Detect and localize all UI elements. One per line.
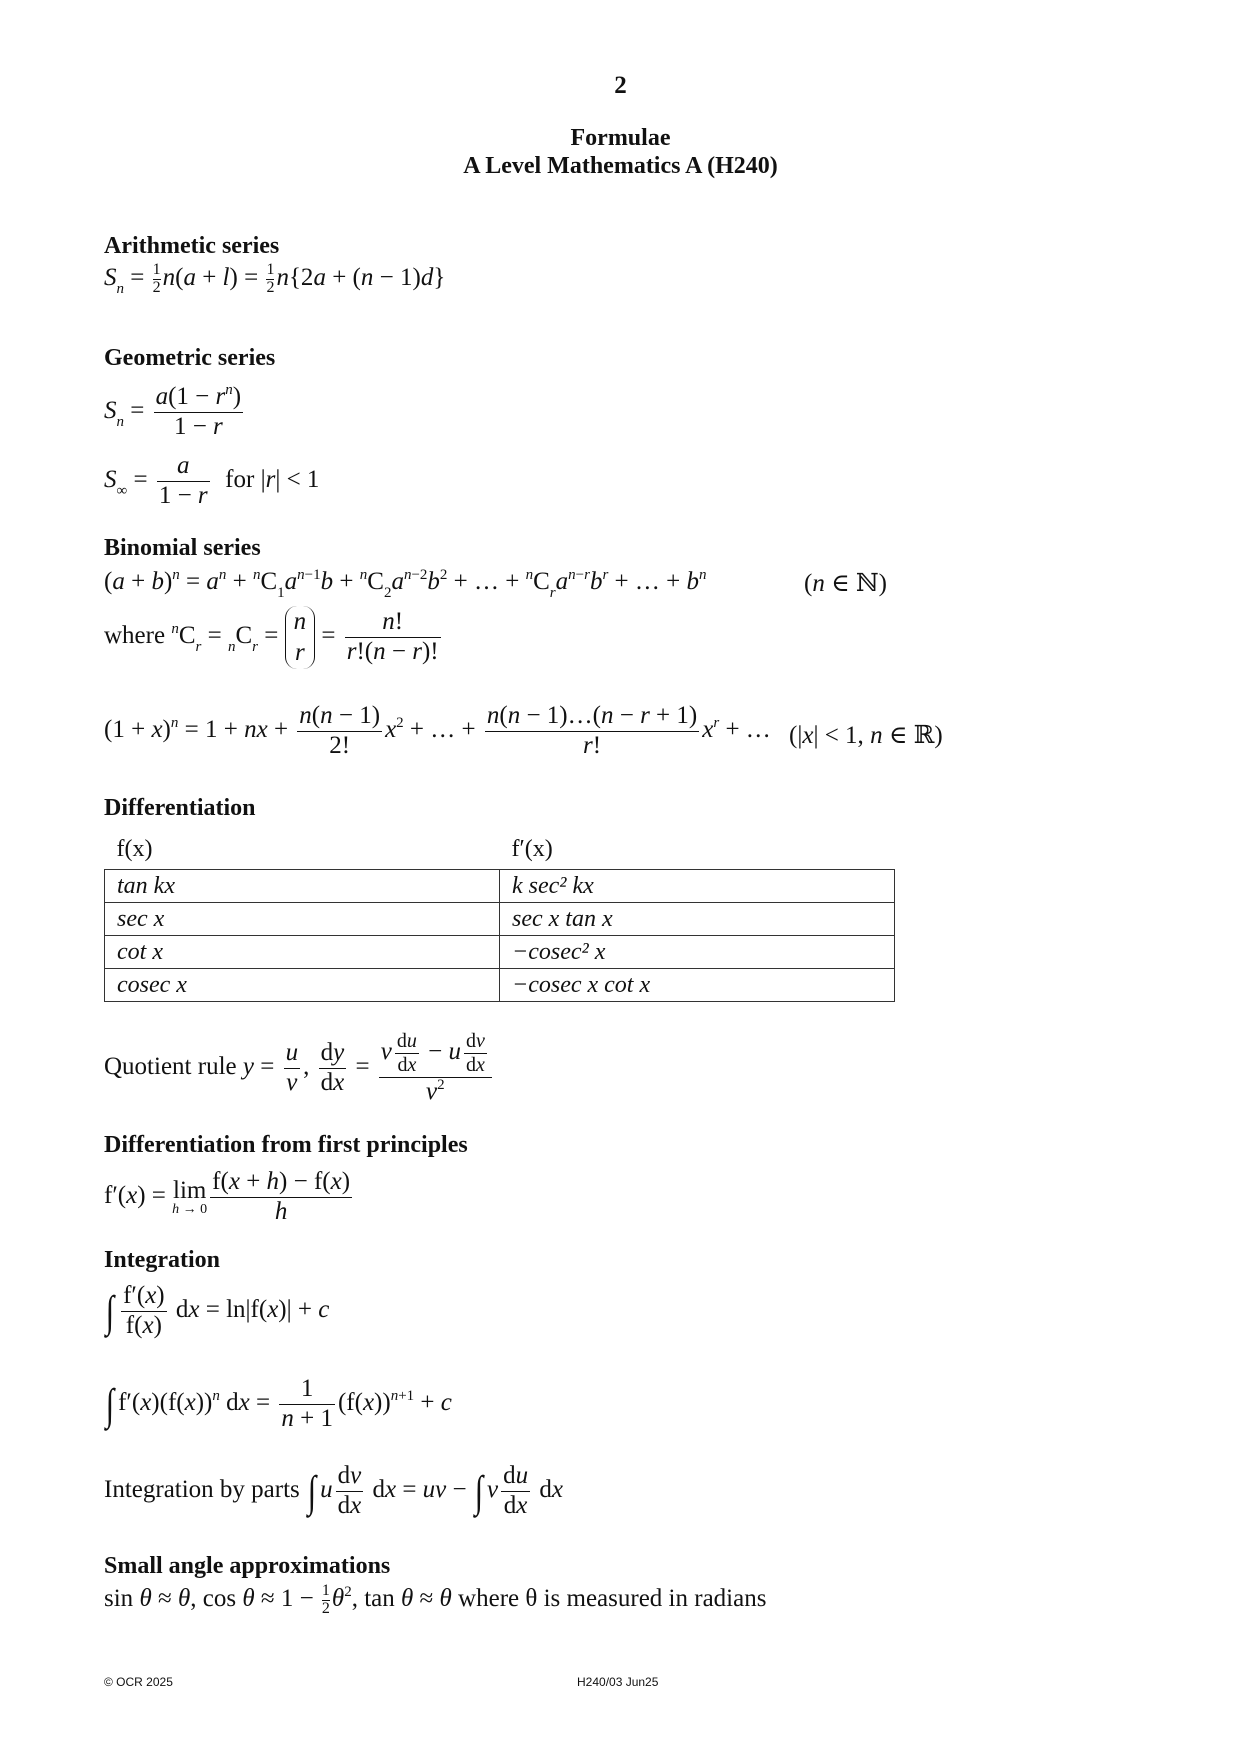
quotient-rule-label: Quotient rule — [104, 1053, 237, 1081]
table-row — [105, 969, 895, 1002]
small-angle-tail: where θ is measured in radians — [458, 1585, 767, 1613]
log-integral: ∫ $\frac{f'(x)}{f(x)}$ dx = ln|f(x)| + c — [105, 1282, 330, 1339]
table-row — [105, 936, 895, 969]
table-cell: −cosec² x — [500, 936, 895, 969]
binomial-heading: Binomial series — [104, 535, 261, 561]
table-cell: k sec² kx — [500, 870, 895, 903]
binomial-coefficient: where $^nC_r = _nC_r$ = n r = $\frac{n!}{r!(n - r)!}$ — [104, 606, 444, 669]
footer-copyright: © OCR 2025 — [104, 1675, 173, 1689]
binomial-expansion: $(a + b)^n = a^n + ^nC_1a^{n-1}b + ^nC_2a^{n-2}b^2$ + … + $^nC_ra^{n-r}b^r$ + … + $b^n$ (n ∈ ℕ) — [104, 567, 888, 601]
for-text: for — [225, 465, 255, 493]
table-row — [105, 903, 895, 936]
table-cell: cosec x — [105, 969, 500, 1002]
table-cell: cot x — [105, 936, 500, 969]
small-angle-formula: sin θ ≈ θ, cos θ ≈ 1 − $\frac{1}{2}$ $\theta^2$, tan θ ≈ θ where θ is measured in radians — [104, 1582, 767, 1617]
arithmetic-formula: $S_n$ = $\frac{1}{2}$ n(a + l) = $\frac{1}{2}$ n{2a + (n − 1)d} — [104, 261, 446, 298]
column-header-f: f(x) — [116, 835, 153, 862]
table-row — [105, 870, 895, 903]
table-cell: tan kx — [105, 870, 500, 903]
page-title: Formulae — [570, 125, 671, 151]
differentiation-heading: Differentiation — [104, 795, 256, 821]
first-principles-heading: Differentiation from first principles — [104, 1132, 468, 1158]
integration-by-parts: Integration by parts ∫ u $\frac{dv}{dx}$ dx = uv − ∫ v $\frac{du}{dx}$ dx — [104, 1462, 563, 1519]
footer-code: H240/03 Jun25 — [577, 1675, 659, 1689]
geometric-infinity-formula: $S_\infty$ = $\frac{a}{1 - r}$ for |r| < 1 — [104, 452, 320, 509]
page-subtitle: A Level Mathematics A (H240) — [463, 153, 778, 179]
integration-by-parts-label: Integration by parts — [104, 1475, 300, 1503]
page-number: 2 — [614, 72, 627, 99]
table-cell: −cosec x cot x — [500, 969, 895, 1002]
quotient-rule: Quotient rule y = $\frac{u}{v}$ , $\frac{dy}{dx}$ = v $\frac{du}{dx}$ − u $\frac{dv}{dx}$ $v^2$ — [104, 1030, 495, 1107]
geometric-heading: Geometric series — [104, 345, 276, 371]
integration-heading: Integration — [104, 1247, 220, 1273]
table-cell: sec x tan x — [500, 903, 895, 936]
differentiation-table — [104, 833, 895, 1002]
first-principles-formula: f′(x) = lim h → 0 $\frac{f(x + h) - f(x)}{h}$ — [104, 1168, 351, 1225]
column-header-f-prime: f′(x) — [511, 835, 553, 862]
arithmetic-heading: Arithmetic series — [104, 233, 280, 259]
power-integral: ∫ $f'(x)(f(x))^n$ dx = $\frac{1}{n + 1}$ $(f(x))^{n+1} + c$ — [105, 1375, 452, 1432]
geometric-sum-formula: $S_n$ = $\frac{a(1 - r^n)}{1 - r}$ — [104, 382, 242, 440]
general-binomial-expansion: $(1 + x)^n = 1$ + nx + $\frac{n(n - 1)}{2!}$ $x^2$ + … + $\frac{n(n - 1)\dots(n - r + 1)}{r!}$ $x^r$ + … (|x| < 1, n ∈ ℝ) — [104, 702, 943, 759]
table-cell: sec x — [105, 903, 500, 936]
small-angle-heading: Small angle approximations — [104, 1553, 391, 1579]
where-text: where — [104, 621, 166, 649]
